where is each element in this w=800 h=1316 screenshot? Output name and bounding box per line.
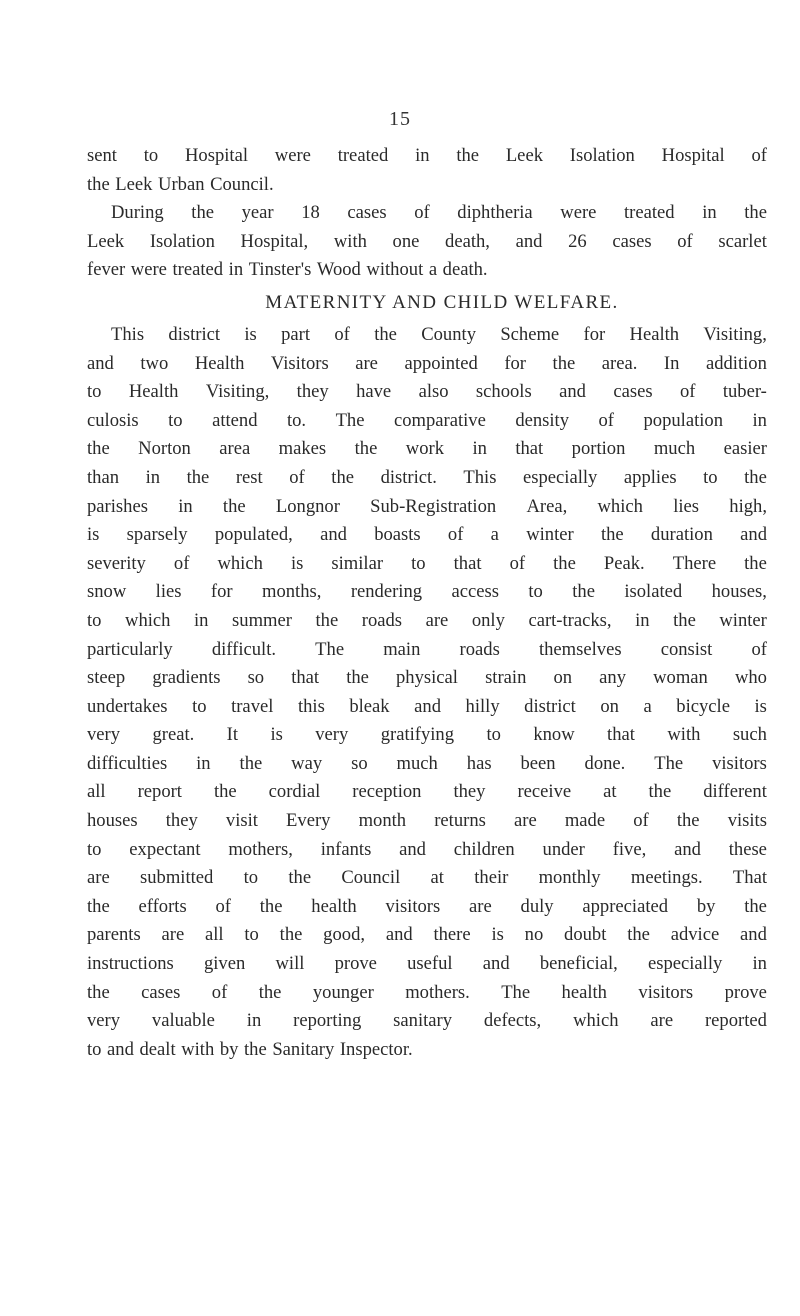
text-line: Leek Isolation Hospital, with one death, and 26 cases of scarlet (87, 230, 767, 252)
text-line: fever were treated in Tinster's Wood without a death. (87, 259, 488, 281)
text-line: than in the rest of the district. This especially applies to the (87, 466, 767, 488)
text-line: undertakes to travel this bleak and hilly district on a bicycle is (87, 695, 767, 717)
text-line: all report the cordial reception they receive at the different (87, 781, 767, 803)
text-line: severity of which is similar to that of the Peak. There the (87, 552, 767, 574)
section-heading: MATERNITY AND CHILD WELFARE. (265, 291, 619, 313)
text-line: and two Health Visitors are appointed for the area. In addition (87, 352, 767, 374)
text-block (87, 142, 767, 1064)
text-line: sent to Hospital were treated in the Leek Isolation Hospital of (87, 145, 767, 166)
text-line: are submitted to the Council at their monthly meetings. That (87, 867, 767, 889)
text-line: culosis to attend to. The comparative density of population in (87, 409, 767, 431)
paragraph-1 (87, 142, 767, 199)
text-line: the Norton area makes the work in that portion much easier (87, 438, 767, 460)
text-line: to expectant mothers, infants and children under five, and these (87, 838, 767, 860)
text-line: to which in summer the roads are only cart-tracks, in the winter (87, 609, 767, 631)
text-line: to Health Visiting, they have also schools and cases of tuber- (87, 381, 767, 403)
text-line: difficulties in the way so much has been done. The visitors (87, 752, 767, 774)
text-line: particularly difficult. The main roads themselves consist of (87, 638, 767, 660)
text-line: the Leek Urban Council. (87, 173, 274, 195)
text-line: the cases of the younger mothers. The health visitors prove (87, 981, 767, 1003)
text-line: During the year 18 cases of diphtheria were treated in the (111, 202, 767, 224)
paragraph-2 (87, 199, 767, 285)
text-line: This district is part of the County Scheme for Health Visiting, (111, 323, 767, 345)
page-number: 15 (389, 108, 411, 130)
paragraph-3 (87, 321, 767, 1064)
text-line: very valuable in reporting sanitary defects, which are reported (87, 1010, 767, 1032)
text-line: snow lies for months, rendering access to the isolated houses, (87, 581, 767, 603)
text-line: very great. It is very gratifying to know that with such (87, 724, 767, 746)
text-line: is sparsely populated, and boasts of a winter the duration and (87, 524, 767, 546)
text-line: parents are all to the good, and there is no doubt the advice and (87, 924, 767, 946)
text-line: to and dealt with by the Sanitary Inspector. (87, 1038, 413, 1060)
text-line: parishes in the Longnor Sub-Registration Area, which lies high, (87, 495, 767, 517)
text-line: steep gradients so that the physical strain on any woman who (87, 667, 767, 689)
text-line: houses they visit Every month returns are made of the visits (87, 810, 767, 832)
text-line: the efforts of the health visitors are duly appreciated by the (87, 895, 767, 917)
text-line: instructions given will prove useful and beneficial, especially in (87, 953, 767, 975)
